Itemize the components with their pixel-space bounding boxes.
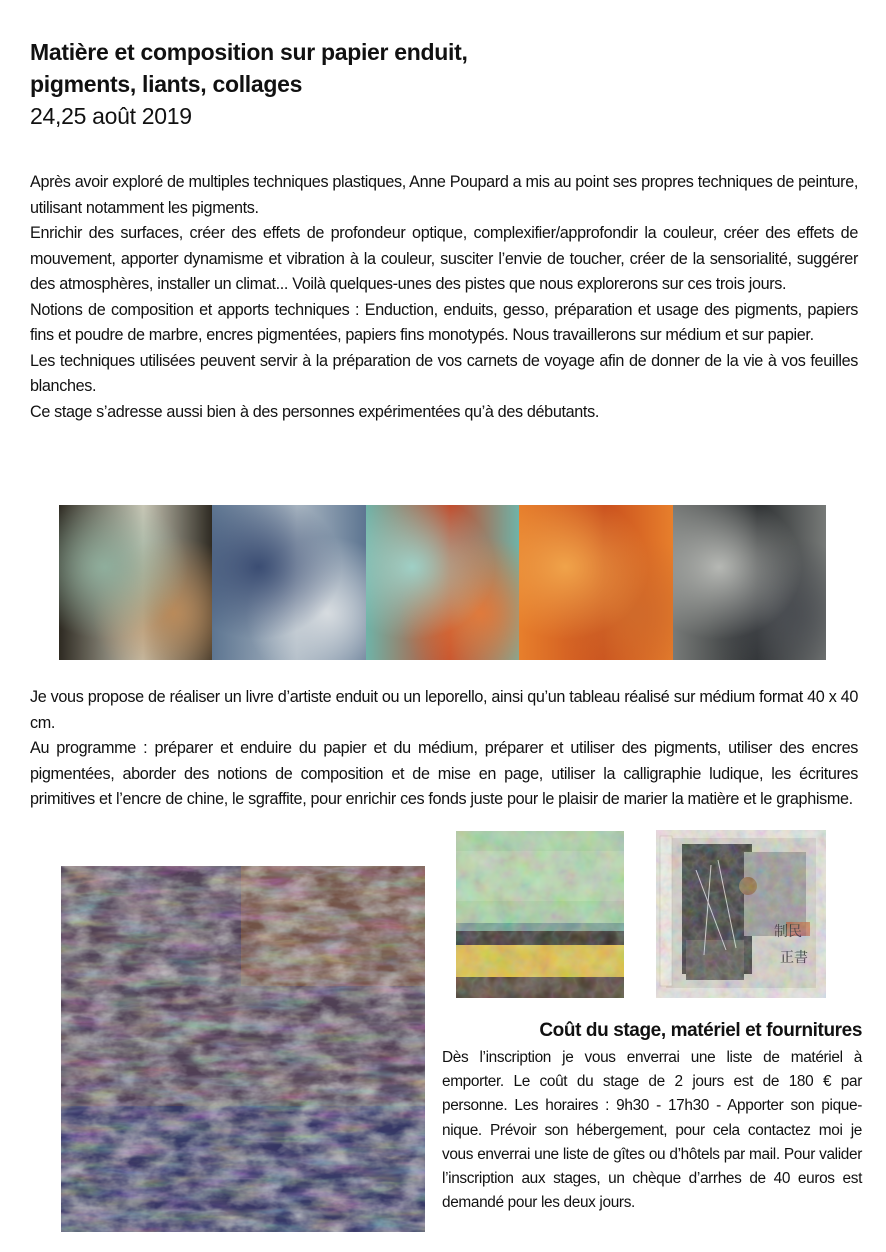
title-line-1: Matière et composition sur papier enduit,: [30, 39, 468, 65]
program-paragraph: Je vous propose de réaliser un livre d’artiste enduit ou un leporello, ainsi qu’un tableau réalisé sur médium format 40 x 40 cm.: [30, 688, 858, 732]
strip-panel-grey-black: [673, 505, 826, 660]
intro-paragraph: Notions de composition et apports techniques : Enduction, enduits, gesso, préparation et usage des pigments, papiers fins et poudre de marbre, encres pigmentées, papiers fins monotypés. Nous travaillerons sur médium et sur papier.: [30, 300, 858, 344]
artwork-strip: [59, 505, 826, 660]
large-painting-image: [61, 866, 425, 1232]
intro-paragraph: Après avoir exploré de multiples techniques plastiques, Anne Poupard a mis au point ses propres techniques de peinture, utilisant notamment les pigments.: [30, 173, 858, 217]
intro-paragraph: Les techniques utilisées peuvent servir à la préparation de vos carnets de voyage afin de donner de la vie à vos feuilles blanches.: [30, 351, 858, 395]
program-paragraph: Au programme : préparer et enduire du papier et du médium, préparer et utiliser des pigments, utiliser des encres pigmentées, aborder des notions de composition et de mise en page, utiliser la calligraphie ludique, les écritures primitives et l’encre de chine, le sgraffite, pour enrichir ces fonds juste pour le plaisir de marier la matière et le graphisme.: [30, 739, 858, 808]
intro-paragraph: Enrichir des surfaces, créer des effets de profondeur optique, complexifier/approfondir la couleur, créer des effets de mouvement, apporter dynamisme et vibration à la couleur, susciter l’envie de toucher, créer de la sensorialité, suggérer des atmosphères, installer un climat... Voilà quelques-unes des pistes que nous explorerons sur ces trois jours.: [30, 224, 858, 293]
intro-text: [30, 170, 858, 425]
workshop-date: 24,25 août 2019: [30, 103, 192, 129]
intro-paragraph: Ce stage s’adresse aussi bien à des personnes expérimentées qu’à des débutants.: [30, 402, 599, 421]
cost-section-title: Coût du stage, matériel et fournitures: [539, 1020, 862, 1041]
strip-panel-blue-grey: [212, 505, 365, 660]
strip-panel-orange: [519, 505, 672, 660]
page-title: [30, 36, 860, 132]
small-collage-image: [656, 830, 826, 998]
small-painting-landscape-image: [456, 831, 624, 998]
cost-section-text: Dès l’inscription je vous enverrai une liste de matériel à emporter. Le coût du stage de 2 jours est de 180 € par personne. Les horaires : 9h30 - 17h30 - Apporter son pique-nique. Prévoir son hébergement, pour cela contactez moi je vous enverrai une liste de gîtes ou d’hôtels par mail. Pour valider l’inscription aux stages, un chèque d’arrhes de 40 euros est demandé pour les deux jours.: [442, 1049, 862, 1212]
program-text: [30, 685, 858, 813]
strip-panel-dark-texture: [59, 505, 212, 660]
strip-panel-turquoise-red: [366, 505, 519, 660]
title-line-2: pigments, liants, collages: [30, 71, 303, 97]
